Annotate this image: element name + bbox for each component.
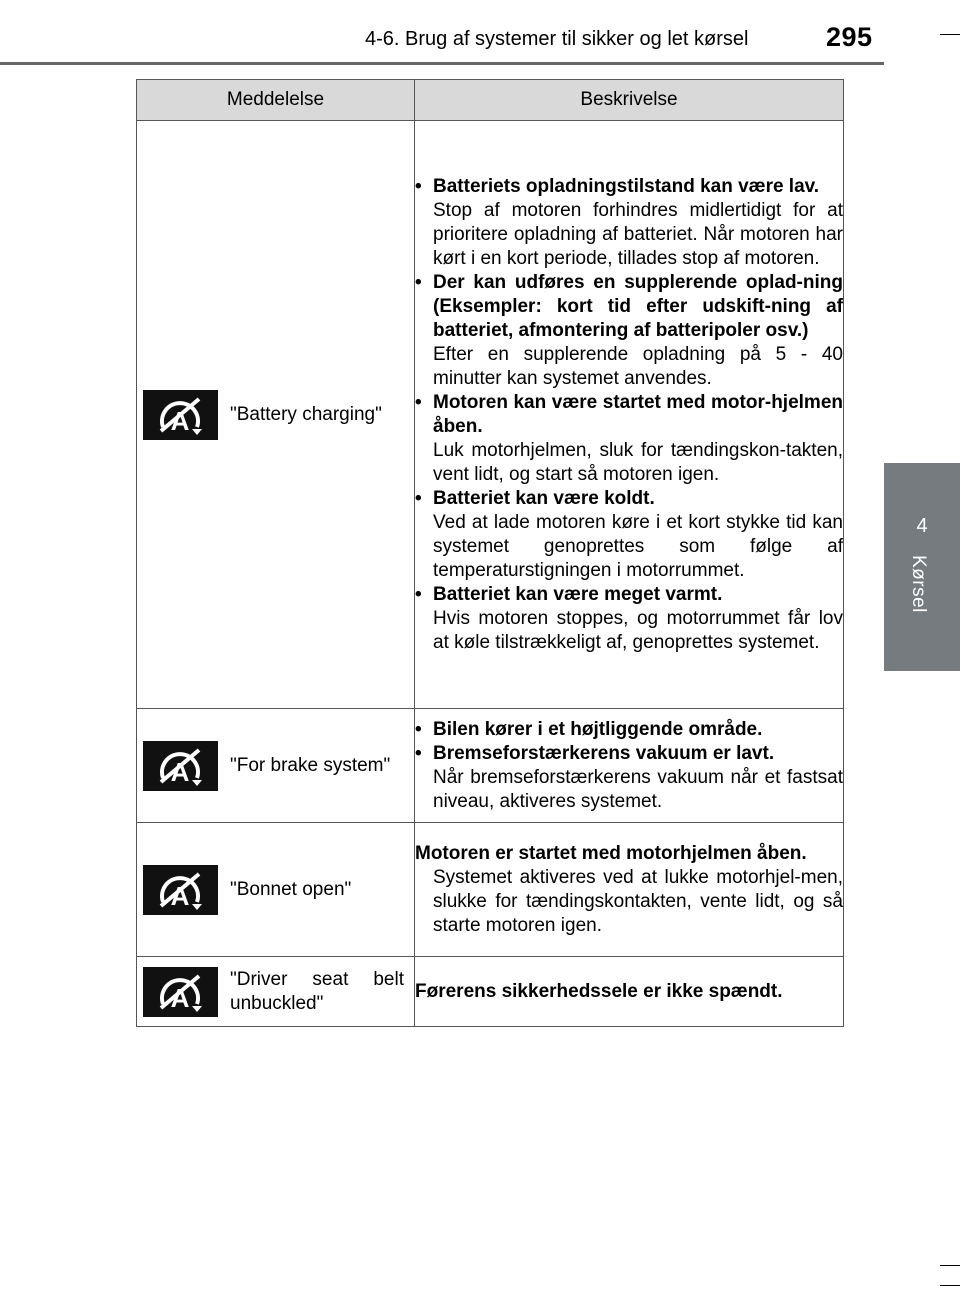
chapter-number: 4: [916, 515, 928, 537]
column-header-message: Meddelelse: [137, 80, 415, 121]
description-cell: [415, 823, 844, 957]
list-item: • Bilen kører i et højtliggende område.: [415, 718, 763, 740]
table-row: [137, 121, 844, 709]
list-item: • Der kan udføres en supplerende oplad-ning (Eksempler: kort tid efter udskift-ning af batteriet, afmontering af batteripoler osv.) Efter en supplerende opladning på 5 - 40 minutter kan systemet anvendes.: [415, 271, 843, 389]
table-row: [137, 823, 844, 957]
message-cell: [137, 957, 415, 1027]
svg-text:A: A: [170, 982, 189, 1013]
list-item: • Batteriet kan være meget varmt. Hvis motoren stoppes, og motorrummet får lov at køle tilstrækkeligt af, genoprettes systemet.: [415, 583, 843, 653]
crop-mark: [940, 1265, 960, 1266]
svg-text:A: A: [170, 405, 189, 436]
message-cell: [137, 121, 415, 709]
list-item: • Motoren kan være startet med motor-hjelmen åben. Luk motorhjelmen, sluk for tændingskon-takten, vent lidt, og start så motoren igen.: [415, 391, 843, 485]
message-text: "Battery charging": [230, 403, 382, 425]
svg-text:A: A: [170, 756, 189, 787]
description-cell: [415, 709, 844, 823]
auto-stop-start-off-icon: [143, 741, 218, 791]
chapter-name: Kørsel: [908, 555, 929, 613]
chapter-tab: [884, 463, 960, 671]
section-title: 4-6. Brug af systemer til sikker og let kørsel: [365, 28, 749, 50]
description-title: Førerens sikkerhedssele er ikke spændt.: [415, 980, 783, 1002]
list-item: • Batteriets opladningstilstand kan være lav. Stop af motoren forhindres midlertidigt for at prioritere opladning af batteriet. Når motoren har kørt i en kort periode, tillades stop af motoren.: [415, 175, 843, 269]
message-text: "Driver seat belt unbuckled": [230, 968, 404, 1014]
auto-stop-start-off-icon: [143, 390, 218, 440]
header-rule: [0, 62, 884, 65]
page-number: 295: [826, 22, 873, 52]
message-cell: [137, 709, 415, 823]
auto-stop-start-off-icon: [143, 865, 218, 915]
table-row: [137, 709, 844, 823]
message-text: "For brake system": [230, 754, 391, 776]
description-cell: [415, 121, 844, 709]
description-body: Systemet aktiveres ved at lukke motorhjel-men, slukke for tændingskontakten, vente lidt, og så starte motoren igen.: [433, 866, 843, 936]
message-cell: [137, 823, 415, 957]
crop-mark: [940, 1285, 960, 1286]
table-header-row: [137, 80, 844, 121]
message-table: [136, 79, 844, 1027]
list-item: • Batteriet kan være koldt. Ved at lade motoren køre i et kort stykke tid kan systemet genoprettes som følge af temperaturstigningen i motorrummet.: [415, 487, 843, 581]
column-header-description: Beskrivelse: [415, 80, 844, 121]
svg-text:A: A: [170, 880, 189, 911]
description-title: Motoren er startet med motorhjelmen åben.: [415, 842, 807, 864]
page-header: [0, 0, 960, 70]
description-cell: [415, 957, 844, 1027]
table-row: [137, 957, 844, 1027]
crop-mark: [940, 34, 960, 35]
message-text: "Bonnet open": [230, 878, 352, 900]
list-item: • Bremseforstærkerens vakuum er lavt. Når bremseforstærkerens vakuum når et fastsat niveau, aktiveres systemet.: [415, 742, 843, 812]
auto-stop-start-off-icon: [143, 967, 218, 1017]
